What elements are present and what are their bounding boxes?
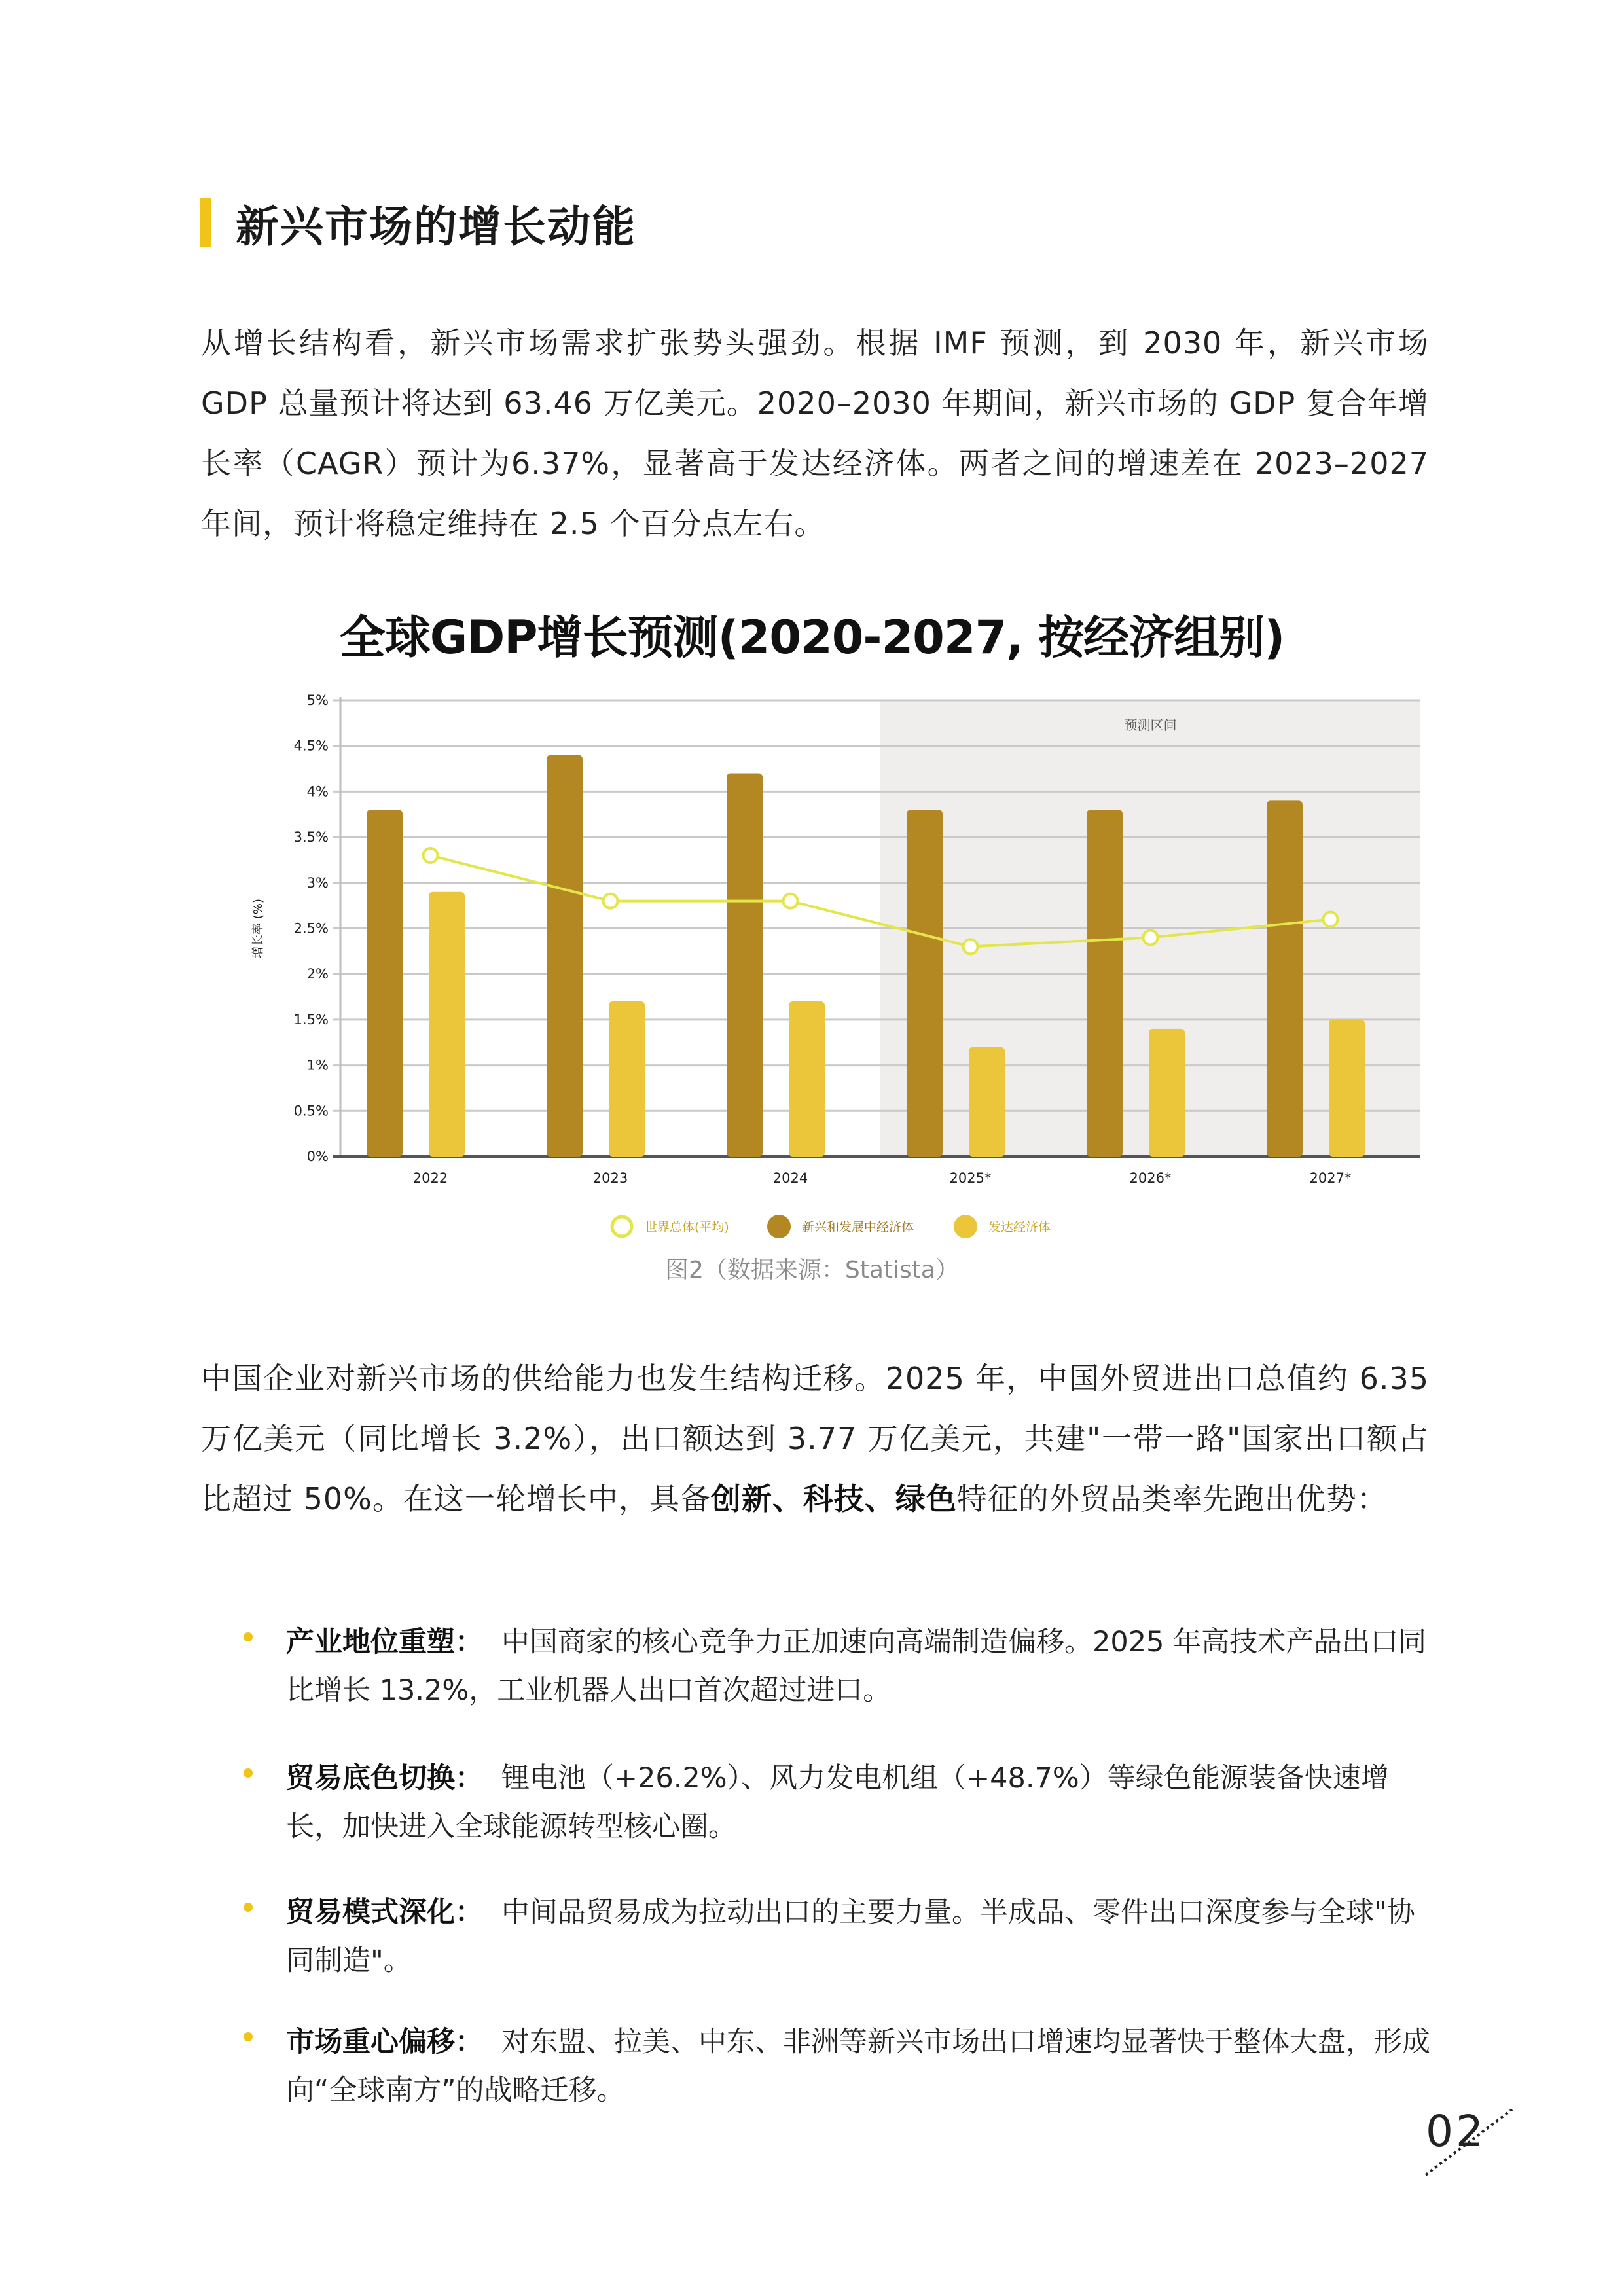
bullet-text: [286, 1618, 1441, 1715]
bullet-title: 贸易模式深化：: [286, 1896, 483, 1929]
gdp-growth-chart: [242, 674, 1420, 1244]
bar-advanced-2023: [609, 1001, 645, 1157]
chart-title: 全球GDP增长预测(2020-2027, 按经济组别): [339, 611, 1285, 664]
page-number: 02: [1426, 2106, 1486, 2157]
bullet-title: 市场重心偏移：: [286, 2026, 483, 2058]
bullet-item: [244, 1618, 1441, 1715]
bullet-text: [286, 2018, 1441, 2115]
section-title: 新兴市场的增长动能: [236, 201, 636, 252]
chart-caption: 图2（数据来源：Statista）: [665, 1257, 959, 1283]
world-average-point-2022: [424, 848, 438, 863]
forecast-region-label: 预测区间: [1124, 717, 1177, 733]
y-tick-label: 0%: [306, 1149, 329, 1164]
y-tick-label: 1%: [306, 1057, 329, 1073]
y-tick-label: 4.5%: [293, 738, 329, 754]
bullet-title: 产业地位重塑：: [286, 1626, 483, 1659]
y-tick-label: 3.5%: [293, 829, 329, 846]
bullet-dot-icon: [244, 2032, 253, 2041]
y-tick-label: 2.5%: [293, 920, 329, 937]
bar-advanced-2026: [1149, 1029, 1185, 1157]
y-tick-label: 1.5%: [293, 1011, 329, 1028]
legend-label: 世界总体(平均): [645, 1220, 729, 1234]
bar-emerging-2024: [727, 774, 763, 1157]
bullet-body: 中间品贸易成为拉动出口的主要力量。半成品、零件出口深度参与全球"协同制造"。: [286, 1896, 1415, 1977]
page-number-slash-decoration: [1419, 2106, 1517, 2178]
x-tick-label: 2025*: [949, 1170, 992, 1186]
bullet-dot-icon: [244, 1903, 253, 1912]
bar-emerging-2025: [907, 810, 943, 1157]
legend-marker: [612, 1217, 632, 1236]
y-tick-label: 4%: [306, 783, 329, 800]
bar-advanced-2027: [1329, 1020, 1365, 1157]
bullet-body: 对东盟、拉美、中东、非洲等新兴市场出口增速均显著快于整体大盘，形成向“全球南方”的战略迁移。: [286, 2026, 1430, 2107]
x-tick-label: 2027*: [1309, 1170, 1352, 1186]
bar-emerging-2022: [367, 810, 403, 1157]
y-tick-label: 5%: [306, 692, 329, 708]
legend-label: 发达经济体: [988, 1220, 1051, 1234]
china-paragraph-emphasis: 创新、科技、绿色: [710, 1481, 957, 1516]
legend-marker: [767, 1215, 791, 1238]
bullet-text: [286, 1888, 1441, 1985]
bullet-dot-icon: [244, 1768, 253, 1778]
legend-marker: [954, 1215, 977, 1238]
world-average-point-2027: [1324, 912, 1338, 927]
x-tick-label: 2023: [592, 1170, 628, 1186]
bullet-text: [286, 1754, 1441, 1851]
bar-advanced-2024: [789, 1001, 825, 1157]
y-tick-label: 2%: [306, 966, 329, 982]
heading-accent-bar: [200, 198, 211, 247]
bullet-item: [244, 1754, 1441, 1851]
x-tick-label: 2026*: [1129, 1170, 1172, 1186]
bullet-item: [244, 2018, 1441, 2115]
bullet-dot-icon: [244, 1632, 253, 1641]
world-average-point-2024: [784, 894, 798, 908]
bar-advanced-2022: [429, 892, 465, 1157]
world-average-point-2023: [604, 894, 618, 908]
bullet-body: 锂电池（+26.2%）、风力发电机组（+48.7%）等绿色能源装备快速增长，加快进入全球能源转型核心圈。: [286, 1762, 1389, 1843]
y-tick-label: 3%: [306, 874, 329, 891]
x-tick-label: 2024: [772, 1170, 808, 1186]
bullet-title: 贸易底色切换：: [286, 1762, 483, 1795]
bar-advanced-2025: [969, 1047, 1005, 1157]
section-heading: [200, 196, 636, 252]
china-paragraph-text: 中国企业对新兴市场的供给能力也发生结构迁移。2025 年，中国外贸进出口总值约 6.35 万亿美元（同比增长 3.2%），出口额达到 3.77 万亿美元，共建"一带一路"国家出口额占比超过 50%。在这一轮增长中，具备: [201, 1361, 1429, 1516]
bullet-item: [244, 1888, 1441, 1985]
legend-label: 新兴和发展中经济体: [802, 1220, 914, 1234]
china-paragraph-text-end: 特征的外贸品类率先跑出优势：: [956, 1481, 1388, 1516]
x-tick-label: 2022: [412, 1170, 448, 1186]
bar-emerging-2027: [1267, 800, 1303, 1157]
y-axis-label: 增长率 (%): [251, 899, 265, 958]
bar-emerging-2023: [547, 755, 583, 1157]
y-tick-label: 0.5%: [293, 1103, 329, 1119]
world-average-point-2026: [1144, 930, 1158, 944]
bullet-body: 中国商家的核心竞争力正加速向高端制造偏移。2025 年高技术产品出口同比增长 13.2%，工业机器人出口首次超过进口。: [286, 1626, 1427, 1707]
world-average-point-2025: [964, 939, 978, 954]
china-trade-paragraph: [201, 1348, 1429, 1529]
intro-paragraph: 从增长结构看，新兴市场需求扩张势头强劲。根据 IMF 预测，到 2030 年，新兴市场 GDP 总量预计将达到 63.46 万亿美元。2020–2030 年期间，新兴市场的 GDP 复合年增长率（CAGR）预计为6.37%，显著高于发达经济体。两者之间的增速差在 2023–2027 年间，预计将稳定维持在 2.5 个百分点左右。: [201, 325, 1429, 541]
bar-emerging-2026: [1087, 810, 1123, 1157]
